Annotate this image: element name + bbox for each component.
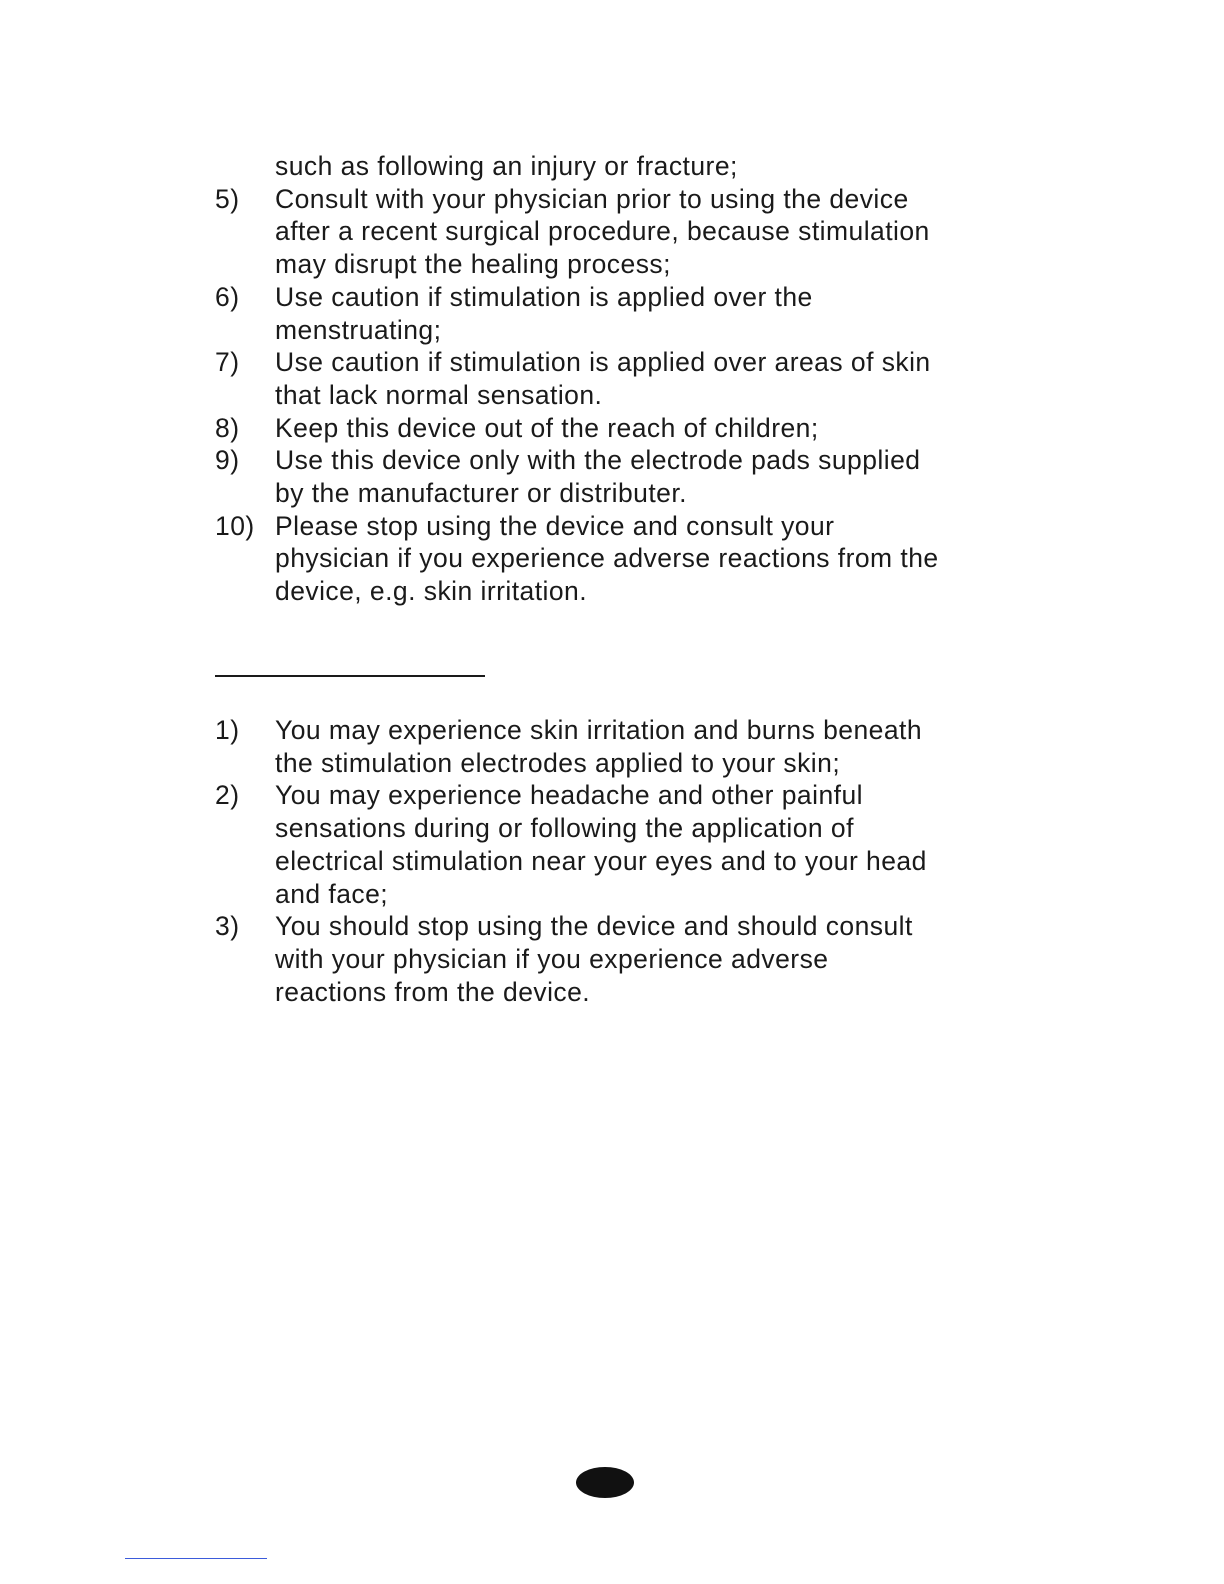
list-item [215, 183, 1015, 281]
list-item-text: You may experience headache and other painful sensations during or following the application of electrical stimulation near your eyes and to your head and face; [275, 780, 927, 909]
list-item-number: 1) [215, 715, 240, 745]
list-item-number: 9) [215, 445, 240, 476]
adverse-reactions-list [215, 714, 1015, 1008]
list-item-number: 7) [215, 347, 240, 378]
list-item-continuation [215, 150, 1015, 183]
list-item [215, 714, 1015, 779]
list-item-text: Use caution if stimulation is applied over the menstruating; [275, 281, 813, 345]
list-item [215, 779, 1015, 910]
section-heading-rule [215, 675, 485, 677]
list-item-text: Use this device only with the electrode pads supplied by the manufacturer or distributer. [275, 445, 921, 509]
list-item-text: Keep this device out of the reach of children; [275, 412, 819, 443]
list-item [215, 444, 1015, 509]
precautions-list [215, 150, 1015, 608]
page-number-badge [576, 1467, 634, 1498]
list-item [215, 910, 1015, 1008]
list-item-number: 6) [215, 281, 240, 312]
list-item-number: 3) [215, 911, 240, 942]
list-item-text: Use caution if stimulation is applied over areas of skin that lack normal sensation. [275, 347, 931, 410]
list-item [215, 346, 1015, 411]
list-item-text: Please stop using the device and consult your physician if you experience adverse reactions from the device, e.g. skin irritation. [275, 510, 939, 607]
list-item [215, 510, 1015, 608]
bottom-link-underline [125, 1558, 267, 1559]
list-item-number: 2) [215, 780, 240, 811]
list-item-text: Consult with your physician prior to using the device after a recent surgical procedure, because stimulation may disrupt the healing process; [275, 183, 930, 280]
list-item-number: 10) [215, 510, 255, 541]
list-item-text: You should stop using the device and should consult with your physician if you experience adverse reactions from the device. [275, 911, 913, 1007]
list-item [215, 412, 1015, 445]
list-item [215, 281, 1015, 346]
list-item-text: such as following an injury or fracture; [275, 151, 738, 181]
list-item-text: You may experience skin irritation and burns beneath the stimulation electrodes applied to your skin; [275, 715, 923, 778]
list-item-number: 5) [215, 183, 240, 214]
list-item-number: 8) [215, 412, 240, 443]
